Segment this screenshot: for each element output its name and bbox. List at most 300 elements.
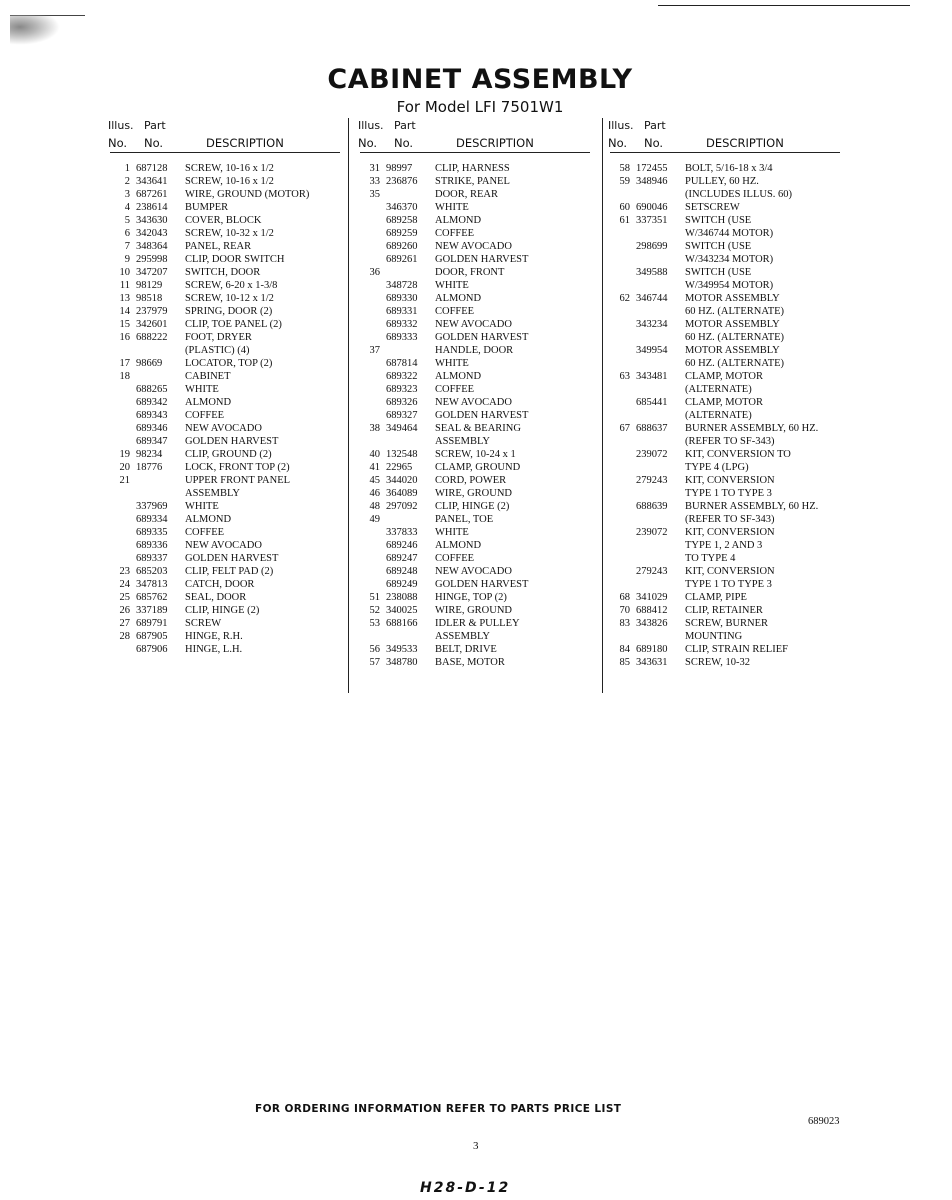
parts-row — [110, 565, 350, 578]
parts-row — [110, 175, 350, 188]
part-description: KIT, CONVERSION — [685, 566, 775, 577]
parts-row — [610, 175, 850, 188]
part-description: (ALTERNATE) — [685, 410, 752, 421]
illus-number: 10 — [119, 267, 130, 278]
header-rule — [610, 152, 840, 153]
illus-number: 46 — [369, 488, 380, 499]
part-description: GOLDEN HARVEST — [435, 332, 529, 343]
parts-row — [360, 500, 600, 513]
parts-row — [110, 266, 350, 279]
header-description: DESCRIPTION — [706, 136, 784, 150]
part-description: SCREW, 10-16 x 1/2 — [185, 163, 274, 174]
parts-row — [360, 487, 600, 500]
part-description: SWITCH (USE — [685, 241, 752, 252]
part-number: 239072 — [636, 527, 668, 538]
parts-row — [610, 565, 850, 578]
part-number: 172455 — [636, 163, 668, 174]
parts-row — [110, 630, 350, 643]
parts-row — [610, 630, 850, 643]
part-description: KIT, CONVERSION TO — [685, 449, 791, 460]
parts-row — [360, 344, 600, 357]
part-description: HINGE, L.H. — [185, 644, 243, 655]
part-description: WHITE — [435, 527, 469, 538]
parts-row — [110, 292, 350, 305]
parts-row — [610, 461, 850, 474]
illus-number: 2 — [124, 176, 130, 187]
scan-smudge — [10, 15, 60, 45]
parts-row — [360, 201, 600, 214]
header-illus: Illus. — [358, 119, 384, 132]
header-illus: Illus. — [608, 119, 634, 132]
illus-number: 62 — [619, 293, 630, 304]
part-description: HINGE, TOP (2) — [435, 592, 507, 603]
part-description: GOLDEN HARVEST — [435, 254, 529, 265]
parts-row — [360, 227, 600, 240]
illus-number: 19 — [119, 449, 130, 460]
parts-row — [610, 513, 850, 526]
part-number: 237979 — [136, 306, 168, 317]
parts-row — [360, 383, 600, 396]
part-description: COVER, BLOCK — [185, 215, 262, 226]
part-description: WHITE — [435, 280, 469, 291]
part-number: 279243 — [636, 566, 668, 577]
part-description: PANEL, TOE — [435, 514, 494, 525]
part-description: UPPER FRONT PANEL — [185, 475, 291, 486]
part-description: COFFEE — [435, 384, 475, 395]
illus-number: 35 — [369, 189, 380, 200]
part-number: 343631 — [636, 657, 668, 668]
illus-number: 20 — [119, 462, 130, 473]
part-number: 690046 — [636, 202, 668, 213]
parts-row — [610, 305, 850, 318]
illus-number: 9 — [124, 254, 130, 265]
part-number: 342601 — [136, 319, 168, 330]
part-description: PULLEY, 60 HZ. — [685, 176, 759, 187]
parts-row — [110, 513, 350, 526]
illus-number: 40 — [369, 449, 380, 460]
part-description: BOLT, 5/16-18 x 3/4 — [685, 163, 773, 174]
parts-row — [110, 344, 350, 357]
part-number: 238088 — [386, 592, 418, 603]
parts-row — [610, 656, 850, 669]
parts-row — [610, 162, 850, 175]
illus-number: 28 — [119, 631, 130, 642]
parts-row — [110, 643, 350, 656]
part-description: ALMOND — [435, 215, 482, 226]
parts-row — [610, 279, 850, 292]
part-description: BASE, MOTOR — [435, 657, 505, 668]
part-number: 685441 — [636, 397, 668, 408]
part-number: 689347 — [136, 436, 168, 447]
header-rule — [110, 152, 340, 153]
parts-row — [610, 201, 850, 214]
illus-number: 15 — [119, 319, 130, 330]
parts-row — [610, 357, 850, 370]
part-description: COFFEE — [435, 306, 475, 317]
parts-row — [360, 578, 600, 591]
part-number: 98997 — [386, 163, 413, 174]
part-number: 687261 — [136, 189, 168, 200]
illus-number: 51 — [369, 592, 380, 603]
part-number: 98669 — [136, 358, 163, 369]
part-number: 98234 — [136, 449, 163, 460]
document-number: 689023 — [808, 1116, 840, 1127]
part-number: 344020 — [386, 475, 418, 486]
part-description: SWITCH (USE — [685, 267, 752, 278]
part-description: MOUNTING — [685, 631, 743, 642]
part-description: W/346744 MOTOR) — [685, 228, 774, 239]
part-description: WIRE, GROUND — [435, 488, 512, 499]
illus-number: 60 — [619, 202, 630, 213]
part-description: ALMOND — [185, 397, 232, 408]
parts-row — [360, 357, 600, 370]
part-number: 689330 — [386, 293, 418, 304]
illus-number: 27 — [119, 618, 130, 629]
parts-row — [360, 292, 600, 305]
page-number: 3 — [473, 1140, 479, 1152]
parts-row — [110, 461, 350, 474]
part-number: 689259 — [386, 228, 418, 239]
part-description: TO TYPE 4 — [685, 553, 736, 564]
part-description: CLIP, HARNESS — [435, 163, 510, 174]
part-description: LOCK, FRONT TOP (2) — [185, 462, 290, 473]
part-number: 689342 — [136, 397, 168, 408]
part-description: ALMOND — [435, 293, 482, 304]
part-number: 364089 — [386, 488, 418, 499]
part-description: CLIP, HINGE (2) — [185, 605, 260, 616]
part-number: 689337 — [136, 553, 168, 564]
part-number: 689336 — [136, 540, 168, 551]
parts-row — [610, 214, 850, 227]
illus-number: 4 — [124, 202, 130, 213]
part-description: SCREW, BURNER — [685, 618, 769, 629]
parts-row — [360, 253, 600, 266]
header-part: Part — [144, 119, 166, 132]
parts-row — [110, 500, 350, 513]
part-number: 689247 — [386, 553, 418, 564]
part-description: TYPE 1 TO TYPE 3 — [685, 579, 772, 590]
parts-row — [360, 617, 600, 630]
illus-number: 84 — [619, 644, 630, 655]
parts-row — [110, 188, 350, 201]
parts-row — [610, 370, 850, 383]
parts-row — [360, 448, 600, 461]
parts-row — [360, 474, 600, 487]
parts-row — [360, 370, 600, 383]
parts-row — [360, 279, 600, 292]
parts-row — [360, 526, 600, 539]
illus-number: 70 — [619, 605, 630, 616]
header-part-no: No. — [144, 136, 164, 150]
parts-row — [360, 162, 600, 175]
illus-number: 7 — [124, 241, 130, 252]
part-number: 297092 — [386, 501, 418, 512]
part-description: (ALTERNATE) — [685, 384, 752, 395]
part-number: 347813 — [136, 579, 168, 590]
parts-row — [110, 396, 350, 409]
part-description: SWITCH (USE — [685, 215, 752, 226]
illus-number: 41 — [369, 462, 380, 473]
part-description: DOOR, FRONT — [435, 267, 505, 278]
part-number: 689249 — [386, 579, 418, 590]
parts-row — [610, 578, 850, 591]
parts-row — [110, 279, 350, 292]
part-description: CLIP, DOOR SWITCH — [185, 254, 285, 265]
part-description: KIT, CONVERSION — [685, 475, 775, 486]
illus-number: 6 — [124, 228, 130, 239]
part-description: TYPE 1 TO TYPE 3 — [685, 488, 772, 499]
part-description: CLAMP, PIPE — [685, 592, 747, 603]
part-number: 688166 — [386, 618, 418, 629]
illus-number: 85 — [619, 657, 630, 668]
parts-row — [610, 188, 850, 201]
part-number: 349533 — [386, 644, 418, 655]
part-description: CLAMP, MOTOR — [685, 397, 763, 408]
part-number: 689346 — [136, 423, 168, 434]
part-description: W/349954 MOTOR) — [685, 280, 774, 291]
illus-number: 49 — [369, 514, 380, 525]
parts-row — [360, 240, 600, 253]
part-description: CLIP, GROUND (2) — [185, 449, 272, 460]
part-number: 348780 — [386, 657, 418, 668]
part-description: ASSEMBLY — [435, 436, 490, 447]
part-description: NEW AVOCADO — [435, 566, 512, 577]
part-description: WIRE, GROUND (MOTOR) — [185, 189, 310, 200]
header-rule — [360, 152, 590, 153]
part-number: 337351 — [636, 215, 668, 226]
part-description: CLIP, TOE PANEL (2) — [185, 319, 282, 330]
part-description: ASSEMBLY — [435, 631, 490, 642]
part-number: 687905 — [136, 631, 168, 642]
parts-row — [110, 201, 350, 214]
illus-number: 59 — [619, 176, 630, 187]
illus-number: 37 — [369, 345, 380, 356]
illus-number: 25 — [119, 592, 130, 603]
part-number: 689246 — [386, 540, 418, 551]
part-number: 348364 — [136, 241, 168, 252]
header-description: DESCRIPTION — [206, 136, 284, 150]
parts-row — [110, 357, 350, 370]
parts-row — [110, 331, 350, 344]
ordering-footer: FOR ORDERING INFORMATION REFER TO PARTS PRICE LIST — [255, 1103, 622, 1115]
part-number: 337969 — [136, 501, 168, 512]
part-description: 60 HZ. (ALTERNATE) — [685, 332, 785, 343]
illus-number: 13 — [119, 293, 130, 304]
part-number: 349464 — [386, 423, 418, 434]
header-illus-no: No. — [108, 136, 128, 150]
parts-row — [610, 435, 850, 448]
part-number: 688639 — [636, 501, 668, 512]
part-description: SCREW, 10-32 — [685, 657, 750, 668]
header-part: Part — [644, 119, 666, 132]
part-number: 689327 — [386, 410, 418, 421]
part-description: BELT, DRIVE — [435, 644, 497, 655]
parts-row — [360, 552, 600, 565]
header-illus-no: No. — [358, 136, 378, 150]
parts-row — [610, 227, 850, 240]
part-description: SCREW, 10-16 x 1/2 — [185, 176, 274, 187]
part-description: SCREW, 10-24 x 1 — [435, 449, 516, 460]
part-description: GOLDEN HARVEST — [435, 579, 529, 590]
part-number: 689323 — [386, 384, 418, 395]
parts-row — [360, 630, 600, 643]
part-description: CLIP, RETAINER — [685, 605, 763, 616]
part-description: TYPE 4 (LPG) — [685, 462, 749, 473]
part-number: 18776 — [136, 462, 163, 473]
illus-number: 14 — [119, 306, 130, 317]
part-number: 689335 — [136, 527, 168, 538]
parts-row — [360, 409, 600, 422]
parts-row — [360, 591, 600, 604]
part-number: 298699 — [636, 241, 668, 252]
part-description: NEW AVOCADO — [185, 423, 262, 434]
part-number: 689332 — [386, 319, 418, 330]
illus-number: 1 — [124, 163, 130, 174]
parts-row — [610, 552, 850, 565]
parts-row — [360, 539, 600, 552]
parts-row — [110, 526, 350, 539]
part-number: 347207 — [136, 267, 168, 278]
illus-number: 18 — [119, 371, 130, 382]
parts-row — [610, 591, 850, 604]
part-description: COFFEE — [435, 553, 475, 564]
part-description: WHITE — [435, 202, 469, 213]
part-description: CABINET — [185, 371, 231, 382]
header-illus: Illus. — [108, 119, 134, 132]
part-number: 343481 — [636, 371, 668, 382]
part-description: MOTOR ASSEMBLY — [685, 293, 780, 304]
parts-row — [110, 240, 350, 253]
part-description: NEW AVOCADO — [185, 540, 262, 551]
part-description: (PLASTIC) (4) — [185, 345, 250, 356]
part-description: SCREW, 10-32 x 1/2 — [185, 228, 274, 239]
illus-number: 61 — [619, 215, 630, 226]
part-number: 689248 — [386, 566, 418, 577]
illus-number: 38 — [369, 423, 380, 434]
part-number: 689343 — [136, 410, 168, 421]
illus-number: 31 — [369, 163, 380, 174]
part-description: SEAL, DOOR — [185, 592, 247, 603]
parts-row — [110, 604, 350, 617]
part-description: ALMOND — [435, 540, 482, 551]
part-description: 60 HZ. (ALTERNATE) — [685, 306, 785, 317]
part-description: BURNER ASSEMBLY, 60 HZ. — [685, 423, 819, 434]
part-description: (REFER TO SF-343) — [685, 514, 775, 525]
part-number: 346370 — [386, 202, 418, 213]
parts-row — [110, 448, 350, 461]
part-number: 689322 — [386, 371, 418, 382]
illus-number: 63 — [619, 371, 630, 382]
part-description: FOOT, DRYER — [185, 332, 252, 343]
parts-row — [110, 474, 350, 487]
part-number: 688222 — [136, 332, 168, 343]
part-description: CLAMP, GROUND — [435, 462, 521, 473]
parts-row — [610, 539, 850, 552]
parts-row — [110, 435, 350, 448]
illus-number: 68 — [619, 592, 630, 603]
part-number: 688637 — [636, 423, 668, 434]
column-divider — [602, 118, 603, 693]
illus-number: 33 — [369, 176, 380, 187]
parts-row — [610, 383, 850, 396]
part-number: 689180 — [636, 644, 668, 655]
part-number: 340025 — [386, 605, 418, 616]
part-number: 343641 — [136, 176, 168, 187]
parts-row — [610, 331, 850, 344]
part-number: 688265 — [136, 384, 168, 395]
top-rule — [658, 5, 910, 6]
part-number: 687814 — [386, 358, 418, 369]
part-description: SPRING, DOOR (2) — [185, 306, 273, 317]
parts-row — [360, 461, 600, 474]
part-number: 295998 — [136, 254, 168, 265]
part-description: WIRE, GROUND — [435, 605, 512, 616]
part-description: MOTOR ASSEMBLY — [685, 319, 780, 330]
part-number: 98518 — [136, 293, 163, 304]
part-description: CLIP, HINGE (2) — [435, 501, 510, 512]
parts-row — [360, 565, 600, 578]
part-number: 689258 — [386, 215, 418, 226]
header-illus-no: No. — [608, 136, 628, 150]
part-number: 689333 — [386, 332, 418, 343]
part-number: 22965 — [386, 462, 413, 473]
parts-row — [110, 227, 350, 240]
part-description: KIT, CONVERSION — [685, 527, 775, 538]
illus-number: 45 — [369, 475, 380, 486]
part-description: TYPE 1, 2 AND 3 — [685, 540, 763, 551]
part-description: NEW AVOCADO — [435, 241, 512, 252]
illus-number: 57 — [369, 657, 380, 668]
parts-row — [110, 162, 350, 175]
parts-row — [610, 396, 850, 409]
parts-row — [110, 318, 350, 331]
part-description: CLIP, STRAIN RELIEF — [685, 644, 788, 655]
illus-number: 67 — [619, 423, 630, 434]
parts-row — [360, 396, 600, 409]
parts-row — [360, 435, 600, 448]
part-number: 238614 — [136, 202, 168, 213]
part-number: 348728 — [386, 280, 418, 291]
illus-number: 17 — [119, 358, 130, 369]
part-description: ASSEMBLY — [185, 488, 240, 499]
part-number: 337189 — [136, 605, 168, 616]
part-description: BUMPER — [185, 202, 229, 213]
part-number: 346744 — [636, 293, 668, 304]
part-number: 687906 — [136, 644, 168, 655]
illus-number: 52 — [369, 605, 380, 616]
part-number: 341029 — [636, 592, 668, 603]
parts-row — [360, 513, 600, 526]
part-number: 132548 — [386, 449, 418, 460]
illus-number: 3 — [124, 189, 130, 200]
parts-row — [610, 409, 850, 422]
part-description: COFFEE — [185, 527, 225, 538]
parts-row — [360, 188, 600, 201]
parts-row — [360, 604, 600, 617]
parts-row — [110, 552, 350, 565]
parts-row — [360, 643, 600, 656]
part-description: 60 HZ. (ALTERNATE) — [685, 358, 785, 369]
parts-row — [360, 214, 600, 227]
part-number: 687128 — [136, 163, 168, 174]
illus-number: 53 — [369, 618, 380, 629]
part-description: CLIP, FELT PAD (2) — [185, 566, 274, 577]
header-part: Part — [394, 119, 416, 132]
part-description: COFFEE — [435, 228, 475, 239]
illus-number: 56 — [369, 644, 380, 655]
parts-row — [610, 344, 850, 357]
illus-number: 23 — [119, 566, 130, 577]
